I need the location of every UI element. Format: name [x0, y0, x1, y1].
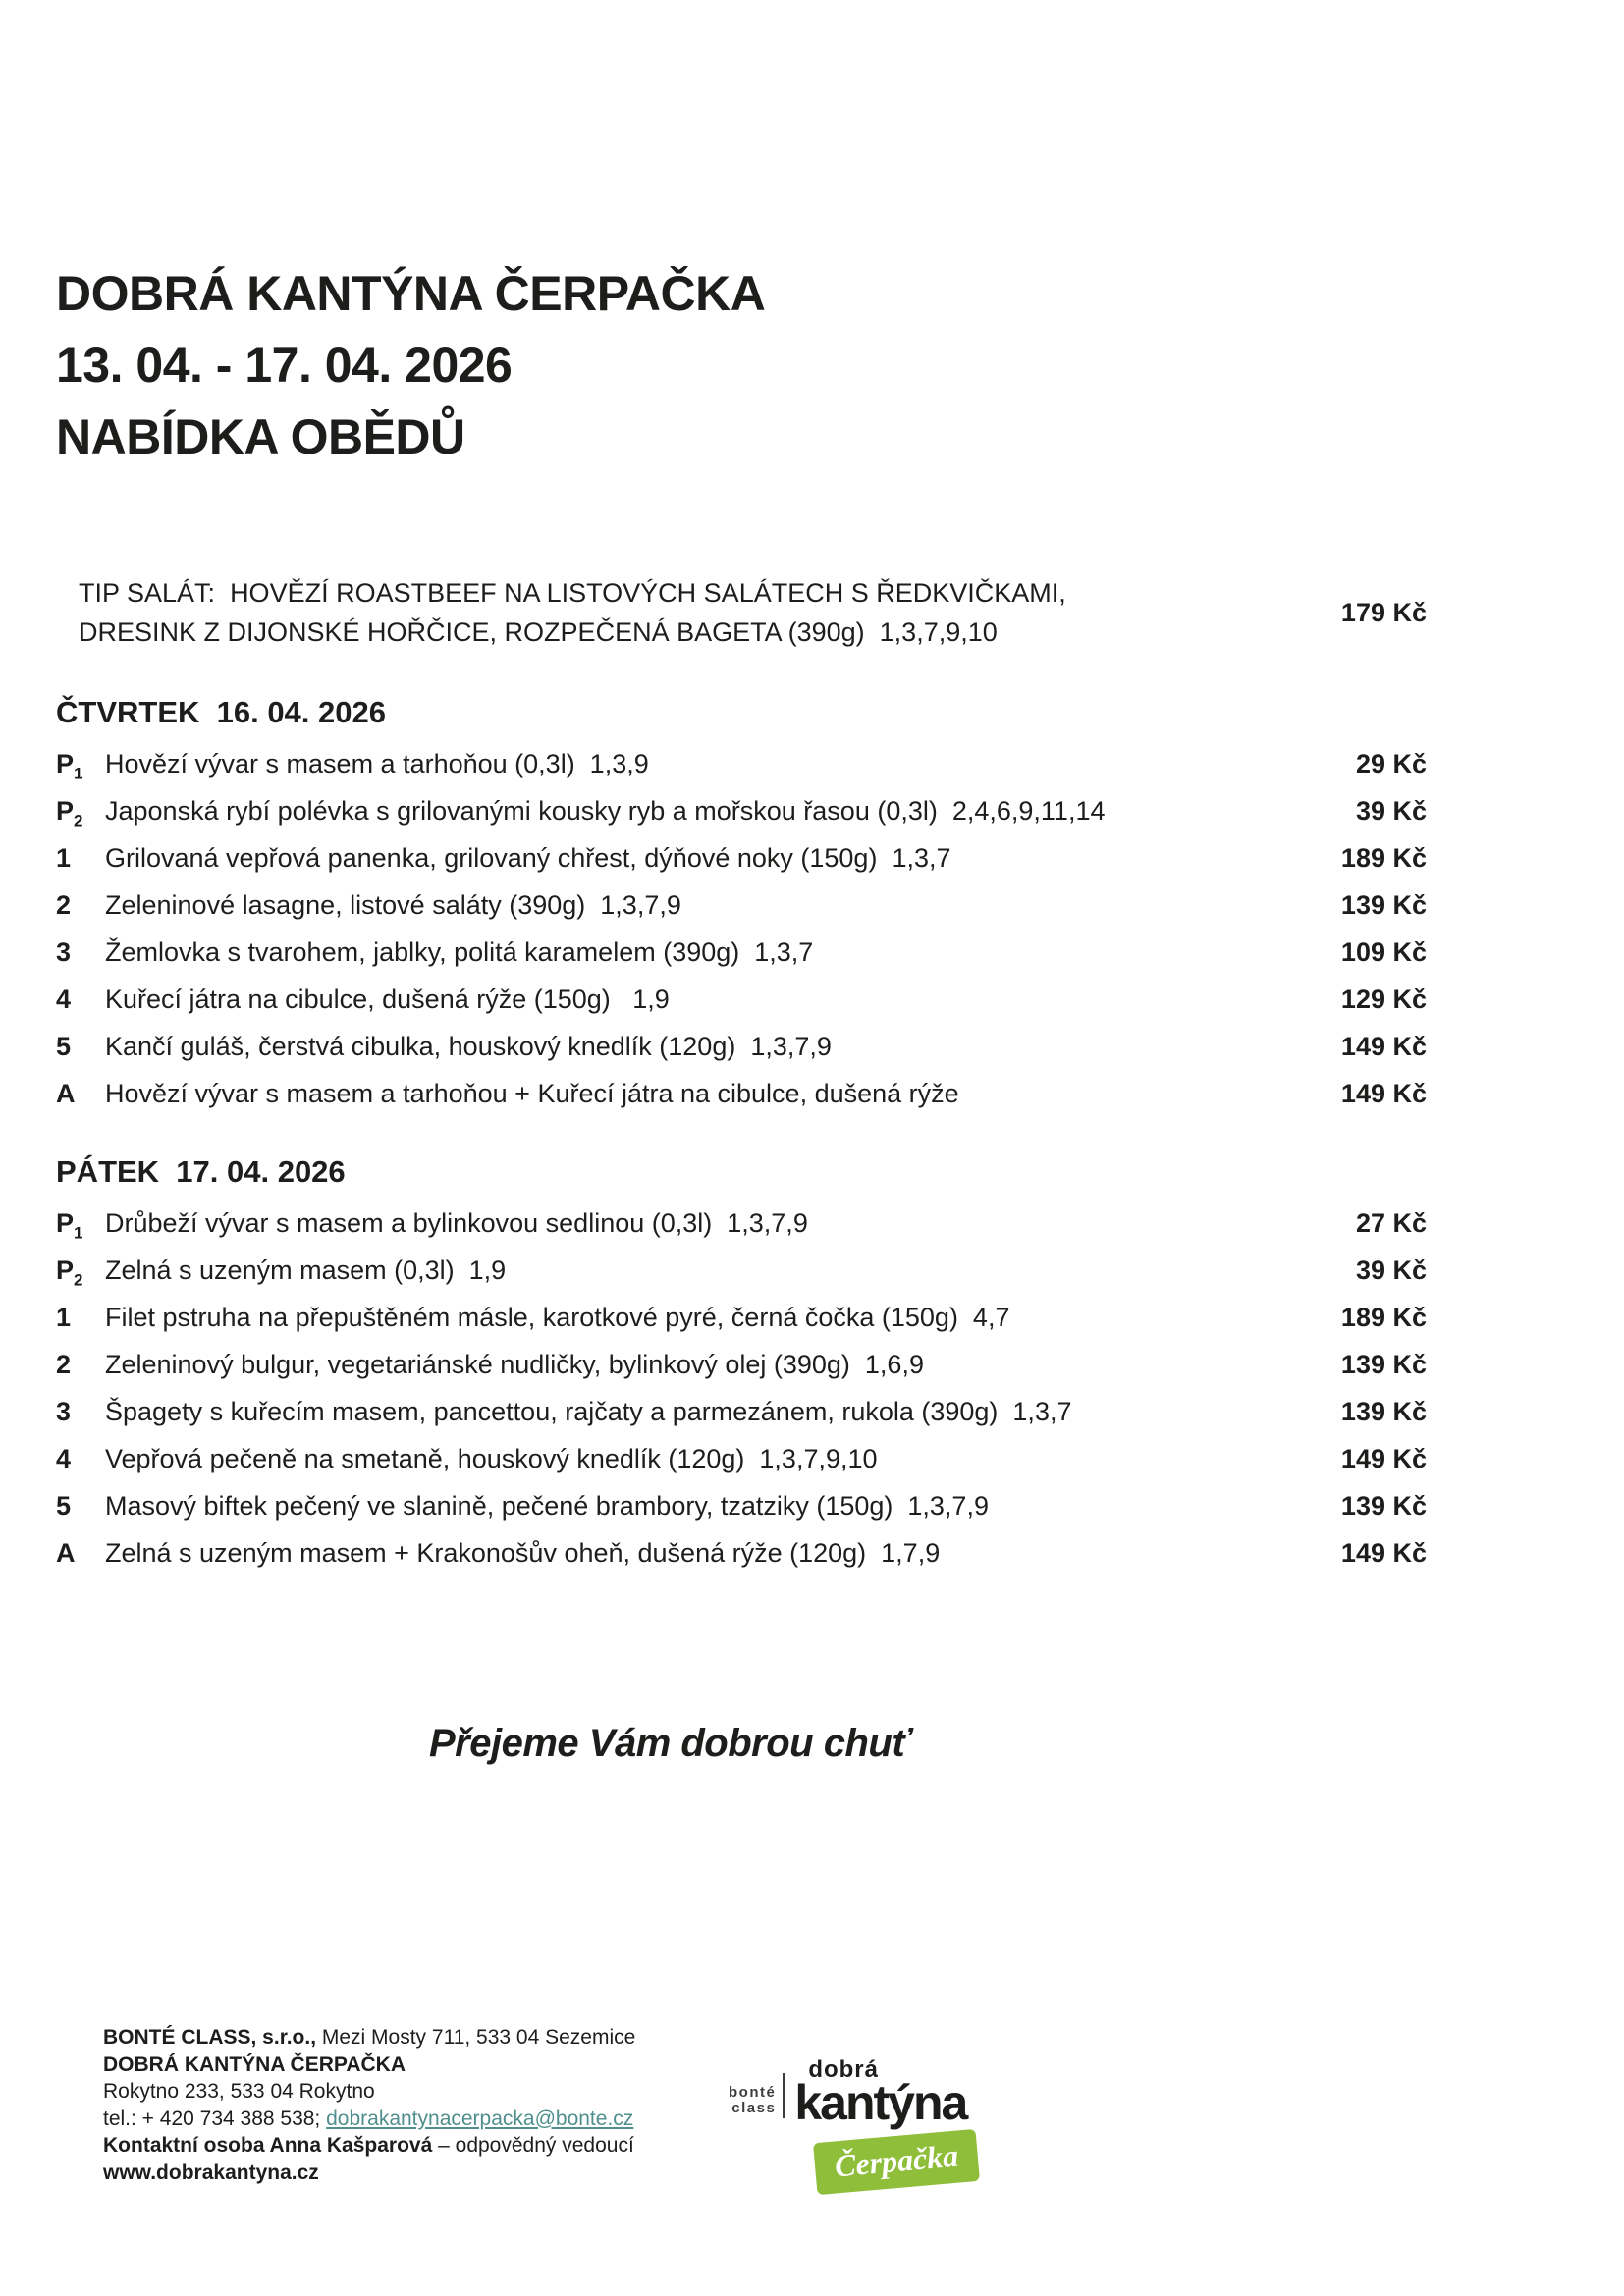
- logo-kantyna-text: kantýna: [794, 2075, 967, 2130]
- footer-email-link[interactable]: dobrakantynacerpacka@bonte.cz: [326, 2107, 634, 2130]
- menu-row: [56, 834, 1427, 881]
- menu-row: [56, 1294, 1427, 1341]
- item-text: Masový biftek pečený ve slanině, pečené brambory, tzatziky (150g) 1,3,7,9: [105, 1491, 989, 1521]
- day-heading: PÁTEK 17. 04. 2026: [56, 1154, 346, 1189]
- item-price: 39 Kč: [1355, 1255, 1427, 1285]
- item-text: Hovězí vývar s masem a tarhoňou (0,3l) 1,3,9: [105, 749, 649, 778]
- item-price: 29 Kč: [1355, 749, 1427, 778]
- menu-row: [56, 1247, 1427, 1294]
- menu-rows: [56, 740, 1427, 1117]
- logo-divider-bar: [783, 2073, 785, 2118]
- brand-logo: [729, 2056, 1023, 2207]
- bonte-class-mark: [729, 2085, 776, 2124]
- item-text: Zelná s uzeným masem + Krakonošův oheň, dušená rýže (120g) 1,7,9: [105, 1538, 941, 1568]
- menu-sections: [56, 691, 1427, 1576]
- footer-contact-line: [103, 2106, 635, 2133]
- menu-row: [56, 1388, 1427, 1435]
- item-text: Zeleninový bulgur, vegetariánské nudličky, bylinkový olej (390g) 1,6,9: [105, 1350, 924, 1379]
- footer-brand-line: DOBRÁ KANTÝNA ČERPAČKA: [103, 2053, 406, 2076]
- item-text: Špagety s kuřecím masem, pancettou, rajčaty a parmezánem, rukola (390g) 1,3,7: [105, 1397, 1072, 1426]
- tip-salad-row: [56, 573, 1427, 652]
- item-price: 139 Kč: [1340, 1350, 1427, 1379]
- item-label: 4: [56, 985, 72, 1014]
- item-label: A: [56, 1079, 76, 1108]
- item-label: 1: [56, 1303, 72, 1332]
- item-text: Japonská rybí polévka s grilovanými kousky ryb a mořskou řasou (0,3l) 2,4,6,9,11,14: [105, 796, 1106, 826]
- item-price: 149 Kč: [1340, 1032, 1427, 1061]
- day-section: [56, 1150, 1427, 1576]
- tip-salad-price: 179 Kč: [1340, 597, 1427, 627]
- item-text: Hovězí vývar s masem a tarhoňou + Kuřecí játra na cibulce, dušená rýže: [105, 1079, 959, 1108]
- item-label: A: [56, 1538, 76, 1568]
- item-label: 2: [56, 1350, 72, 1379]
- item-price: 149 Kč: [1340, 1538, 1427, 1568]
- item-label: $P_1$: [56, 749, 83, 783]
- item-label: 3: [56, 937, 72, 967]
- logo-row: [729, 2056, 1023, 2130]
- item-label: 5: [56, 1491, 72, 1521]
- day-heading: ČTVRTEK 16. 04. 2026: [56, 695, 386, 729]
- tip-salad-line-2: DRESINK Z DIJONSKÉ HOŘČICE, ROZPEČENÁ BAGETA (390g) 1,3,7,9,10: [79, 617, 998, 647]
- footer-contact-person: Kontaktní osoba Anna Kašparová: [103, 2134, 433, 2157]
- day-section: [56, 691, 1427, 1117]
- menu-row: [56, 1529, 1427, 1576]
- item-label: $P_2$: [56, 796, 83, 830]
- title-line-1: DOBRÁ KANTÝNA ČERPAČKA: [56, 266, 766, 321]
- item-price: 139 Kč: [1340, 1491, 1427, 1521]
- menu-content: [56, 258, 1427, 1766]
- menu-row: [56, 787, 1427, 834]
- item-text: Zeleninové lasagne, listové saláty (390g) 1,3,7,9: [105, 890, 681, 920]
- item-text: Zelná s uzeným masem (0,3l) 1,9: [105, 1255, 507, 1285]
- bonte-class-line-1: bonté: [729, 2084, 777, 2101]
- item-label: $P_2$: [56, 1255, 83, 1290]
- footer-company-name: BONTÉ CLASS, s.r.o.,: [103, 2026, 322, 2049]
- menu-row: [56, 1435, 1427, 1482]
- kantyna-wordmark: [794, 2056, 967, 2130]
- title-line-2: 13. 04. - 17. 04. 2026: [56, 338, 513, 393]
- item-text: Vepřová pečeně na smetaně, houskový knedlík (120g) 1,3,7,9,10: [105, 1444, 878, 1473]
- cerpacka-badge: Čerpačka: [813, 2129, 980, 2195]
- menu-row: [56, 929, 1427, 976]
- item-label: 1: [56, 843, 72, 873]
- logo-dobra-text: dobrá: [808, 2056, 879, 2083]
- footer-phone: tel.: + 420 734 388 538;: [103, 2107, 327, 2130]
- item-label: $P_1$: [56, 1208, 83, 1243]
- page-title: [56, 258, 1427, 473]
- menu-rows: [56, 1200, 1427, 1576]
- item-text: Filet pstruha na přepuštěném másle, karotkové pyré, černá čočka (150g) 4,7: [105, 1303, 1010, 1332]
- tip-salad-text: [56, 573, 1218, 652]
- item-price: 139 Kč: [1340, 890, 1427, 920]
- menu-row: [56, 1341, 1427, 1388]
- item-price: 129 Kč: [1340, 985, 1427, 1014]
- menu-row: [56, 1482, 1427, 1529]
- footer-person-line: [103, 2132, 635, 2160]
- menu-row: [56, 1023, 1427, 1070]
- menu-row: [56, 1200, 1427, 1247]
- item-text: Grilovaná vepřová panenka, grilovaný chřest, dýňové noky (150g) 1,3,7: [105, 843, 951, 873]
- menu-row: [56, 976, 1427, 1023]
- item-price: 27 Kč: [1355, 1208, 1427, 1238]
- footer-address-line: Rokytno 233, 533 04 Rokytno: [103, 2080, 375, 2103]
- item-price: 139 Kč: [1340, 1397, 1427, 1426]
- tip-salad-line-1: TIP SALÁT: HOVĚZÍ ROASTBEEF NA LISTOVÝCH SALÁTECH S ŘEDKVIČKAMI,: [79, 578, 1066, 608]
- item-label: 4: [56, 1444, 72, 1473]
- item-label: 5: [56, 1032, 72, 1061]
- footer-website: www.dobrakantyna.cz: [103, 2161, 319, 2184]
- item-label: 2: [56, 890, 72, 920]
- footer-company-line: [103, 2024, 635, 2052]
- footer-contact-role: – odpovědný vedoucí: [432, 2134, 634, 2157]
- item-text: Drůbeží vývar s masem a bylinkovou sedlinou (0,3l) 1,3,7,9: [105, 1208, 808, 1238]
- menu-row: [56, 881, 1427, 929]
- item-price: 189 Kč: [1340, 1303, 1427, 1332]
- item-price: 39 Kč: [1355, 796, 1427, 826]
- item-price: 149 Kč: [1340, 1444, 1427, 1473]
- footer: [103, 2024, 635, 2186]
- title-line-3: NABÍDKA OBĚDŮ: [56, 409, 465, 464]
- menu-row: [56, 1070, 1427, 1117]
- footer-company-address: Mezi Mosty 711, 533 04 Sezemice: [321, 2026, 636, 2049]
- wish-text: Přejeme Vám dobrou chuť: [428, 1722, 910, 1765]
- bonte-class-line-2: class: [731, 2100, 777, 2116]
- item-text: Kančí guláš, čerstvá cibulka, houskový knedlík (120g) 1,3,7,9: [105, 1032, 832, 1061]
- item-price: 149 Kč: [1340, 1079, 1427, 1108]
- item-text: Kuřecí játra na cibulce, dušená rýže (150g) 1,9: [105, 985, 670, 1014]
- item-price: 109 Kč: [1340, 937, 1427, 967]
- item-label: 3: [56, 1397, 72, 1426]
- item-price: 189 Kč: [1340, 843, 1427, 873]
- menu-row: [56, 740, 1427, 787]
- item-text: Žemlovka s tvarohem, jablky, politá karamelem (390g) 1,3,7: [105, 937, 814, 967]
